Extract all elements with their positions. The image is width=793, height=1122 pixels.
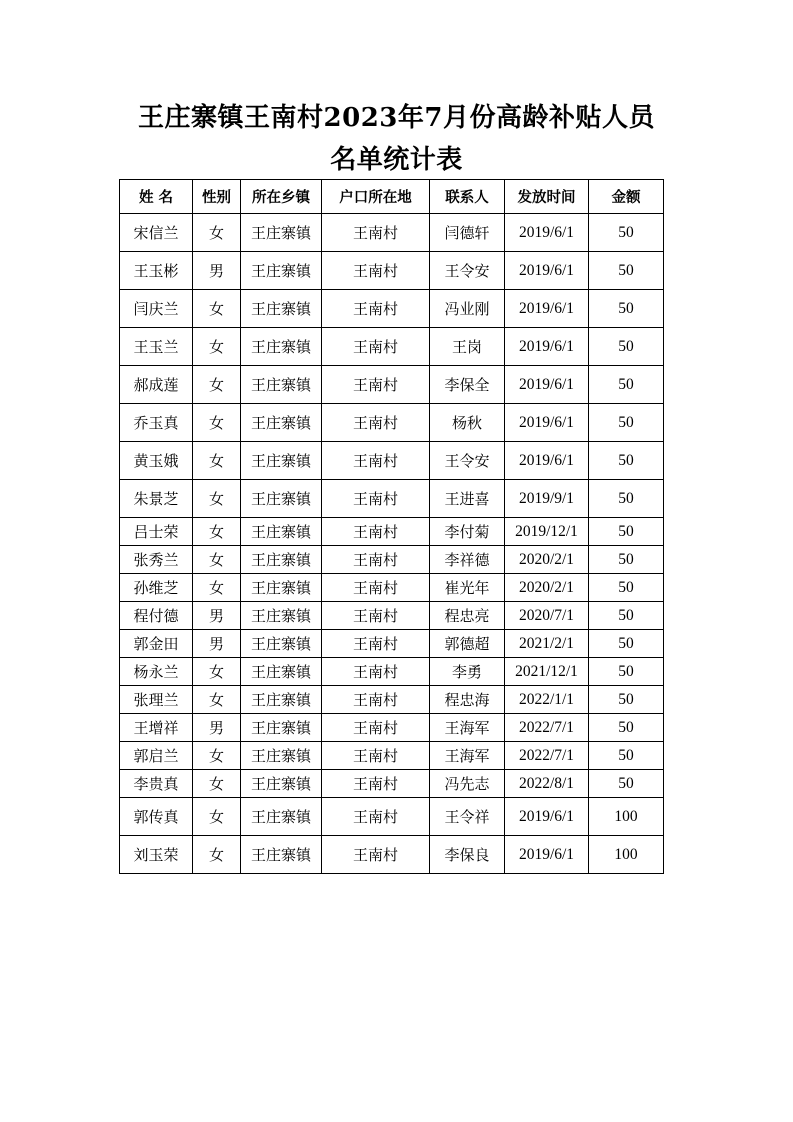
cell-name: 王玉兰 bbox=[120, 328, 193, 366]
cell-date: 2022/1/1 bbox=[505, 686, 589, 714]
table-row bbox=[120, 798, 664, 836]
cell-township: 王庄寨镇 bbox=[241, 366, 322, 404]
cell-name: 杨永兰 bbox=[120, 658, 193, 686]
cell-gender: 女 bbox=[193, 770, 241, 798]
cell-household: 王南村 bbox=[322, 836, 430, 874]
cell-amount: 50 bbox=[589, 518, 664, 546]
cell-gender: 女 bbox=[193, 836, 241, 874]
cell-township: 王庄寨镇 bbox=[241, 404, 322, 442]
header-amount: 金额 bbox=[589, 180, 664, 214]
cell-contact: 王令祥 bbox=[430, 798, 505, 836]
cell-name: 张秀兰 bbox=[120, 546, 193, 574]
cell-contact: 王海军 bbox=[430, 714, 505, 742]
cell-date: 2019/6/1 bbox=[505, 252, 589, 290]
cell-gender: 女 bbox=[193, 404, 241, 442]
cell-contact: 王进喜 bbox=[430, 480, 505, 518]
cell-gender: 女 bbox=[193, 366, 241, 404]
cell-contact: 程忠海 bbox=[430, 686, 505, 714]
cell-township: 王庄寨镇 bbox=[241, 630, 322, 658]
cell-contact: 冯业刚 bbox=[430, 290, 505, 328]
table-row bbox=[120, 686, 664, 714]
cell-date: 2021/12/1 bbox=[505, 658, 589, 686]
cell-name: 宋信兰 bbox=[120, 214, 193, 252]
cell-township: 王庄寨镇 bbox=[241, 546, 322, 574]
cell-date: 2022/8/1 bbox=[505, 770, 589, 798]
cell-name: 王玉彬 bbox=[120, 252, 193, 290]
cell-township: 王庄寨镇 bbox=[241, 742, 322, 770]
cell-gender: 男 bbox=[193, 602, 241, 630]
cell-household: 王南村 bbox=[322, 686, 430, 714]
subsidy-table bbox=[119, 179, 664, 874]
cell-contact: 李祥德 bbox=[430, 546, 505, 574]
cell-gender: 女 bbox=[193, 328, 241, 366]
header-township: 所在乡镇 bbox=[241, 180, 322, 214]
cell-household: 王南村 bbox=[322, 442, 430, 480]
cell-amount: 50 bbox=[589, 686, 664, 714]
cell-name: 乔玉真 bbox=[120, 404, 193, 442]
cell-township: 王庄寨镇 bbox=[241, 602, 322, 630]
cell-date: 2020/7/1 bbox=[505, 602, 589, 630]
cell-date: 2019/6/1 bbox=[505, 366, 589, 404]
cell-contact: 李勇 bbox=[430, 658, 505, 686]
cell-date: 2020/2/1 bbox=[505, 546, 589, 574]
cell-household: 王南村 bbox=[322, 602, 430, 630]
cell-name: 张理兰 bbox=[120, 686, 193, 714]
table-row bbox=[120, 252, 664, 290]
cell-township: 王庄寨镇 bbox=[241, 798, 322, 836]
cell-amount: 50 bbox=[589, 366, 664, 404]
cell-township: 王庄寨镇 bbox=[241, 686, 322, 714]
header-contact: 联系人 bbox=[430, 180, 505, 214]
cell-name: 郭启兰 bbox=[120, 742, 193, 770]
cell-gender: 女 bbox=[193, 546, 241, 574]
cell-township: 王庄寨镇 bbox=[241, 214, 322, 252]
cell-amount: 50 bbox=[589, 328, 664, 366]
cell-gender: 女 bbox=[193, 214, 241, 252]
cell-date: 2022/7/1 bbox=[505, 742, 589, 770]
cell-contact: 王岗 bbox=[430, 328, 505, 366]
cell-household: 王南村 bbox=[322, 798, 430, 836]
cell-date: 2021/2/1 bbox=[505, 630, 589, 658]
cell-gender: 男 bbox=[193, 630, 241, 658]
cell-contact: 冯先志 bbox=[430, 770, 505, 798]
cell-date: 2019/6/1 bbox=[505, 836, 589, 874]
cell-name: 李贵真 bbox=[120, 770, 193, 798]
table-row bbox=[120, 442, 664, 480]
cell-name: 闫庆兰 bbox=[120, 290, 193, 328]
cell-household: 王南村 bbox=[322, 658, 430, 686]
table-header-row bbox=[120, 180, 664, 214]
cell-date: 2019/6/1 bbox=[505, 328, 589, 366]
table-row bbox=[120, 546, 664, 574]
cell-contact: 杨秋 bbox=[430, 404, 505, 442]
cell-name: 郭传真 bbox=[120, 798, 193, 836]
cell-amount: 50 bbox=[589, 404, 664, 442]
cell-township: 王庄寨镇 bbox=[241, 714, 322, 742]
cell-contact: 崔光年 bbox=[430, 574, 505, 602]
table-row bbox=[120, 714, 664, 742]
cell-gender: 男 bbox=[193, 714, 241, 742]
table-row bbox=[120, 290, 664, 328]
cell-contact: 李保良 bbox=[430, 836, 505, 874]
table-row bbox=[120, 328, 664, 366]
cell-amount: 50 bbox=[589, 742, 664, 770]
cell-township: 王庄寨镇 bbox=[241, 480, 322, 518]
cell-amount: 50 bbox=[589, 602, 664, 630]
cell-name: 郭金田 bbox=[120, 630, 193, 658]
cell-name: 王增祥 bbox=[120, 714, 193, 742]
cell-amount: 50 bbox=[589, 546, 664, 574]
cell-name: 朱景芝 bbox=[120, 480, 193, 518]
cell-household: 王南村 bbox=[322, 252, 430, 290]
cell-household: 王南村 bbox=[322, 574, 430, 602]
cell-contact: 程忠亮 bbox=[430, 602, 505, 630]
cell-household: 王南村 bbox=[322, 366, 430, 404]
cell-gender: 女 bbox=[193, 574, 241, 602]
cell-gender: 女 bbox=[193, 742, 241, 770]
cell-gender: 女 bbox=[193, 658, 241, 686]
table-row bbox=[120, 602, 664, 630]
cell-township: 王庄寨镇 bbox=[241, 518, 322, 546]
cell-township: 王庄寨镇 bbox=[241, 442, 322, 480]
cell-date: 2019/6/1 bbox=[505, 404, 589, 442]
cell-date: 2019/9/1 bbox=[505, 480, 589, 518]
cell-household: 王南村 bbox=[322, 404, 430, 442]
header-household: 户口所在地 bbox=[322, 180, 430, 214]
cell-township: 王庄寨镇 bbox=[241, 328, 322, 366]
header-date: 发放时间 bbox=[505, 180, 589, 214]
cell-household: 王南村 bbox=[322, 770, 430, 798]
cell-contact: 闫德轩 bbox=[430, 214, 505, 252]
cell-date: 2019/6/1 bbox=[505, 214, 589, 252]
cell-date: 2019/12/1 bbox=[505, 518, 589, 546]
cell-township: 王庄寨镇 bbox=[241, 574, 322, 602]
table-row bbox=[120, 836, 664, 874]
cell-amount: 50 bbox=[589, 574, 664, 602]
cell-household: 王南村 bbox=[322, 714, 430, 742]
cell-household: 王南村 bbox=[322, 742, 430, 770]
table-row bbox=[120, 742, 664, 770]
cell-name: 刘玉荣 bbox=[120, 836, 193, 874]
cell-contact: 李付菊 bbox=[430, 518, 505, 546]
cell-contact: 李保全 bbox=[430, 366, 505, 404]
table-row bbox=[120, 658, 664, 686]
cell-date: 2022/7/1 bbox=[505, 714, 589, 742]
cell-gender: 女 bbox=[193, 290, 241, 328]
table-body bbox=[120, 214, 664, 874]
cell-gender: 女 bbox=[193, 442, 241, 480]
cell-name: 程付德 bbox=[120, 602, 193, 630]
cell-name: 孙维芝 bbox=[120, 574, 193, 602]
header-gender: 性别 bbox=[193, 180, 241, 214]
cell-household: 王南村 bbox=[322, 214, 430, 252]
cell-amount: 50 bbox=[589, 658, 664, 686]
cell-amount: 50 bbox=[589, 442, 664, 480]
table-row bbox=[120, 574, 664, 602]
cell-gender: 女 bbox=[193, 480, 241, 518]
cell-date: 2019/6/1 bbox=[505, 442, 589, 480]
cell-gender: 女 bbox=[193, 686, 241, 714]
table-row bbox=[120, 404, 664, 442]
page-title-line-2: 名单统计表 bbox=[330, 145, 463, 175]
cell-amount: 50 bbox=[589, 214, 664, 252]
cell-contact: 王海军 bbox=[430, 742, 505, 770]
cell-gender: 女 bbox=[193, 518, 241, 546]
cell-name: 吕士荣 bbox=[120, 518, 193, 546]
cell-household: 王南村 bbox=[322, 546, 430, 574]
cell-household: 王南村 bbox=[322, 290, 430, 328]
table-row bbox=[120, 366, 664, 404]
cell-amount: 50 bbox=[589, 252, 664, 290]
table-row bbox=[120, 630, 664, 658]
cell-date: 2019/6/1 bbox=[505, 798, 589, 836]
page-title-line-1: 王庄寨镇王南村2023年7月份高龄补贴人员 bbox=[138, 103, 655, 133]
cell-township: 王庄寨镇 bbox=[241, 770, 322, 798]
cell-household: 王南村 bbox=[322, 630, 430, 658]
cell-township: 王庄寨镇 bbox=[241, 290, 322, 328]
cell-gender: 男 bbox=[193, 252, 241, 290]
cell-household: 王南村 bbox=[322, 518, 430, 546]
cell-date: 2019/6/1 bbox=[505, 290, 589, 328]
table-row bbox=[120, 770, 664, 798]
cell-amount: 50 bbox=[589, 480, 664, 518]
cell-household: 王南村 bbox=[322, 328, 430, 366]
cell-contact: 郭德超 bbox=[430, 630, 505, 658]
cell-name: 郝成莲 bbox=[120, 366, 193, 404]
cell-gender: 女 bbox=[193, 798, 241, 836]
cell-township: 王庄寨镇 bbox=[241, 836, 322, 874]
cell-amount: 100 bbox=[589, 836, 664, 874]
cell-date: 2020/2/1 bbox=[505, 574, 589, 602]
cell-contact: 王令安 bbox=[430, 442, 505, 480]
cell-contact: 王令安 bbox=[430, 252, 505, 290]
cell-name: 黄玉娥 bbox=[120, 442, 193, 480]
cell-township: 王庄寨镇 bbox=[241, 658, 322, 686]
cell-amount: 50 bbox=[589, 630, 664, 658]
cell-amount: 50 bbox=[589, 770, 664, 798]
cell-amount: 50 bbox=[589, 714, 664, 742]
cell-township: 王庄寨镇 bbox=[241, 252, 322, 290]
table-row bbox=[120, 480, 664, 518]
cell-amount: 50 bbox=[589, 290, 664, 328]
table-row bbox=[120, 518, 664, 546]
header-name: 姓 名 bbox=[120, 180, 193, 214]
cell-amount: 100 bbox=[589, 798, 664, 836]
table-row bbox=[120, 214, 664, 252]
cell-household: 王南村 bbox=[322, 480, 430, 518]
